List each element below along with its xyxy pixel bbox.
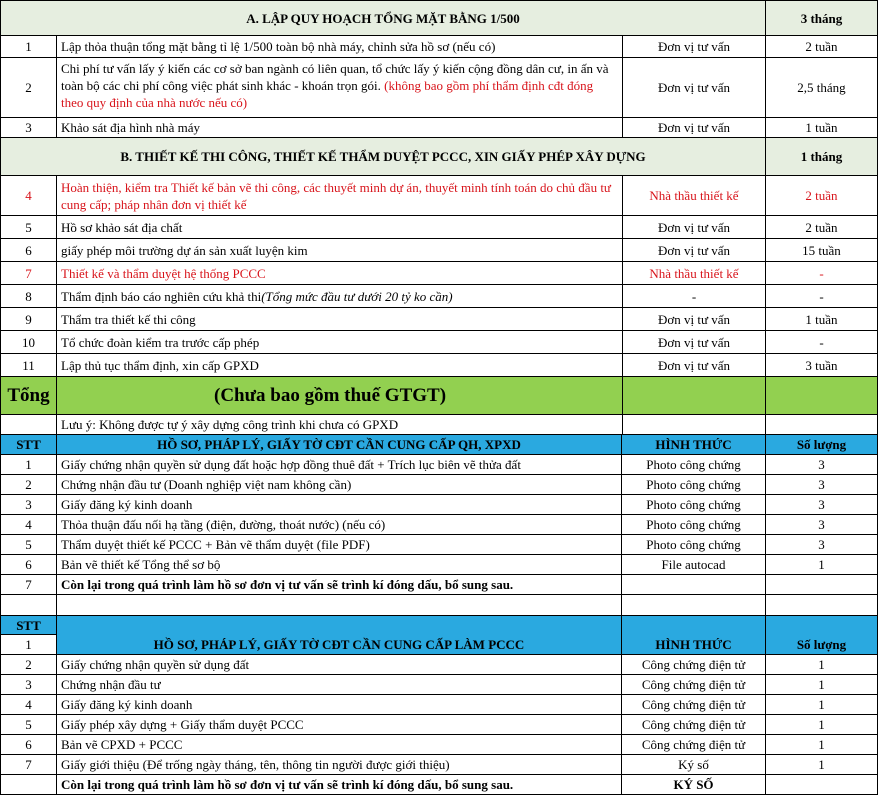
table1-stt-header[interactable]: STT <box>0 435 57 455</box>
time-cell[interactable]: 1 tuần <box>766 308 878 331</box>
table-row <box>0 475 878 495</box>
doc-cell[interactable]: Giấy đăng ký kinh doanh <box>57 495 622 515</box>
table2-stt-header[interactable]: STT <box>0 615 57 635</box>
stt-cell[interactable]: 6 <box>0 555 57 575</box>
stt-cell[interactable]: 7 <box>0 262 57 285</box>
blank-cell[interactable] <box>0 595 57 615</box>
stt-cell[interactable]: 1 <box>0 36 57 58</box>
table-row <box>0 755 878 775</box>
form-cell[interactable]: File autocad <box>622 555 766 575</box>
content-cell[interactable]: Thẩm tra thiết kế thi công <box>57 308 623 331</box>
qty-cell[interactable]: 1 <box>766 735 878 755</box>
doc-cell[interactable]: Giấy chứng nhận quyền sử dụng đất <box>57 655 622 675</box>
stt-cell[interactable]: 5 <box>0 715 57 735</box>
form-cell[interactable]: Công chứng điện tử <box>622 735 766 755</box>
doc-cell[interactable]: Giấy giới thiệu (Để trống ngày tháng, tên, thông tin người được giới thiệu) <box>57 755 622 775</box>
table-row <box>0 695 878 715</box>
stt-cell[interactable]: 4 <box>0 515 57 535</box>
stt-cell[interactable]: 2 <box>0 58 57 118</box>
doc-cell[interactable]: Thỏa thuận đấu nối hạ tầng (điện, đường, thoát nước) (nếu có) <box>57 515 622 535</box>
content-cell[interactable]: Hồ sơ khảo sát địa chất <box>57 216 623 239</box>
stt-cell[interactable] <box>0 775 57 795</box>
table-row <box>0 535 878 555</box>
doc-cell[interactable]: Chứng nhận đầu tư <box>57 675 622 695</box>
unit-cell[interactable]: Đơn vị tư vấn <box>623 354 766 377</box>
doc-cell[interactable]: Thẩm duyệt thiết kế PCCC + Bản vẽ thẩm duyệt (file PDF) <box>57 535 622 555</box>
unit-cell[interactable]: Đơn vị tư vấn <box>623 118 766 138</box>
doc-cell[interactable]: Giấy đăng ký kinh doanh <box>57 695 622 715</box>
table-row <box>0 262 878 285</box>
content-text: Thẩm định báo cáo nghiên cứu khả thi <box>61 288 262 304</box>
section-b-header-row <box>0 138 878 176</box>
time-cell[interactable]: 2 tuần <box>766 176 878 216</box>
time-cell[interactable]: 1 tuần <box>766 118 878 138</box>
table-row <box>0 308 878 331</box>
form-cell[interactable] <box>622 575 766 595</box>
unit-cell[interactable]: - <box>623 285 766 308</box>
form-cell[interactable]: Công chứng điện tử <box>622 675 766 695</box>
qty-cell[interactable]: 1 <box>766 755 878 775</box>
qty-cell[interactable]: 1 <box>766 655 878 675</box>
qty-cell[interactable]: 3 <box>766 475 878 495</box>
table-row <box>0 575 878 595</box>
table2-header-fill <box>57 615 622 635</box>
time-cell[interactable]: - <box>766 331 878 354</box>
content-cell[interactable]: Khảo sát địa hình nhà máy <box>57 118 623 138</box>
qty-cell[interactable]: 3 <box>766 535 878 555</box>
unit-cell[interactable]: Đơn vị tư vấn <box>623 36 766 58</box>
table2-header-fill <box>766 615 878 635</box>
table-row <box>0 735 878 755</box>
section-a-title[interactable]: A. LẬP QUY HOẠCH TỔNG MẶT BẰNG 1/500 <box>0 0 766 36</box>
stt-cell[interactable]: 6 <box>0 735 57 755</box>
unit-cell[interactable]: Đơn vị tư vấn <box>623 308 766 331</box>
doc-cell[interactable]: Chứng nhận đầu tư (Doanh nghiệp việt nam không cần) <box>57 475 622 495</box>
table-row <box>0 36 878 58</box>
content-cell[interactable]: Thiết kế và thẩm duyệt hệ thống PCCC <box>57 262 623 285</box>
stt-cell[interactable]: 4 <box>0 695 57 715</box>
qty-cell[interactable]: 3 <box>766 455 878 475</box>
content-cell[interactable]: Lập thỏa thuận tổng mặt bằng tỉ lệ 1/500 toàn bộ nhà máy, chỉnh sửa hồ sơ (nếu có) <box>57 36 623 58</box>
form-cell[interactable]: Photo công chứng <box>622 515 766 535</box>
table-row <box>0 655 878 675</box>
table-row <box>0 515 878 535</box>
time-cell[interactable]: 3 tuần <box>766 354 878 377</box>
content-red-note: (không bao gồm phí thẩm định cđt đóng theo quy định của nhà nước nếu có) <box>61 78 594 110</box>
stt-cell[interactable]: 1 <box>0 455 57 475</box>
time-cell[interactable]: - <box>766 262 878 285</box>
total-note[interactable]: (Chưa bao gồm thuế GTGT) <box>57 377 623 415</box>
time-cell[interactable]: - <box>766 285 878 308</box>
total-empty-cell[interactable] <box>623 377 766 415</box>
doc-cell[interactable]: Giấy chứng nhận quyền sử dụng đất hoặc hợp đồng thuê đất + Trích lục biên vẽ thửa đất <box>57 455 622 475</box>
stt-cell[interactable]: 6 <box>0 239 57 262</box>
table-row <box>0 58 878 118</box>
time-cell[interactable]: 2 tuần <box>766 216 878 239</box>
blank-cell[interactable] <box>622 595 766 615</box>
stt-cell[interactable]: 3 <box>0 495 57 515</box>
table-row <box>0 455 878 475</box>
form-cell[interactable]: Công chứng điện tử <box>622 655 766 675</box>
table2-stt-header-row <box>0 615 878 635</box>
table-row <box>0 216 878 239</box>
doc-cell[interactable]: Bản vẽ CPXD + PCCC <box>57 735 622 755</box>
form-cell[interactable]: Photo công chứng <box>622 475 766 495</box>
qty-cell[interactable]: 1 <box>766 675 878 695</box>
form-cell[interactable]: Photo công chứng <box>622 535 766 555</box>
qty-cell[interactable]: 1 <box>766 715 878 735</box>
remark-empty-cell[interactable] <box>0 415 57 435</box>
table1-qty-header[interactable]: Số lượng <box>766 435 878 455</box>
table2-qty-header[interactable]: Số lượng <box>766 635 878 655</box>
time-cell[interactable]: 2 tuần <box>766 36 878 58</box>
section-b-title[interactable]: B. THIẾT KẾ THI CÔNG, THIẾT KẾ THẨM DUYỆT PCCC, XIN GIẤY PHÉP XÂY DỰNG <box>0 138 766 176</box>
content-cell[interactable]: Hoàn thiện, kiểm tra Thiết kế bản vẽ thi công, các thuyết minh dự án, thuyết minh tính toán do chủ đầu tư cung cấp; pháp nhân đơn vị thiết kế <box>57 176 623 216</box>
table-row <box>0 495 878 515</box>
unit-cell[interactable]: Nhà thầu thiết kế <box>623 262 766 285</box>
table2-form-header[interactable]: HÌNH THỨC <box>622 635 766 655</box>
content-text: Chi phí tư vấn lấy ý kiến các cơ sở ban ngành có liên quan, tổ chức lấy ý kiến cộng đồng dân cư, in ấn và toàn bộ các chi phí công việc phát sinh khác - khoán trọn gói. <box>61 61 609 93</box>
total-row <box>0 377 878 415</box>
form-cell[interactable]: KÝ SỐ <box>622 775 766 795</box>
table1-doc-header[interactable]: HỒ SƠ, PHÁP LÝ, GIẤY TỜ CĐT CẦN CUNG CẤP QH, XPXD <box>57 435 622 455</box>
section-b-duration[interactable]: 1 tháng <box>766 138 878 176</box>
qty-cell[interactable]: 1 <box>766 555 878 575</box>
qty-cell[interactable] <box>766 775 878 795</box>
table-row <box>0 331 878 354</box>
stt-cell[interactable]: 3 <box>0 675 57 695</box>
doc-cell[interactable]: Còn lại trong quá trình làm hồ sơ đơn vị tư vấn sẽ trình kí đóng dấu, bổ sung sau. <box>57 775 622 795</box>
stt-cell[interactable]: 1 <box>0 635 57 655</box>
section-a-duration[interactable]: 3 tháng <box>766 0 878 36</box>
form-cell[interactable]: Photo công chứng <box>622 495 766 515</box>
unit-cell[interactable]: Đơn vị tư vấn <box>623 58 766 118</box>
remark-empty-cell[interactable] <box>623 415 766 435</box>
form-cell[interactable]: Photo công chứng <box>622 455 766 475</box>
total-empty-cell[interactable] <box>766 377 878 415</box>
stt-cell[interactable]: 7 <box>0 575 57 595</box>
remark-text[interactable]: Lưu ý: Không được tự ý xây dựng công trình khi chưa có GPXD <box>57 415 623 435</box>
content-cell[interactable]: Lập thủ tục thẩm định, xin cấp GPXD <box>57 354 623 377</box>
remark-empty-cell[interactable] <box>766 415 878 435</box>
stt-cell[interactable]: 9 <box>0 308 57 331</box>
stt-cell[interactable]: 2 <box>0 475 57 495</box>
total-label[interactable]: Tổng <box>0 377 57 415</box>
qty-cell[interactable] <box>766 575 878 595</box>
stt-cell[interactable]: 10 <box>0 331 57 354</box>
table-row <box>0 555 878 575</box>
content-cell[interactable] <box>57 58 623 118</box>
form-cell[interactable]: Công chứng điện tử <box>622 695 766 715</box>
content-cell[interactable] <box>57 285 623 308</box>
remark-row <box>0 415 878 435</box>
table-row <box>0 176 878 216</box>
table-row <box>0 285 878 308</box>
qty-cell[interactable]: 3 <box>766 495 878 515</box>
form-cell[interactable]: Công chứng điện tử <box>622 715 766 735</box>
stt-cell[interactable]: 8 <box>0 285 57 308</box>
blank-cell[interactable] <box>57 595 622 615</box>
form-cell[interactable]: Ký số <box>622 755 766 775</box>
doc-cell[interactable]: Giấy phép xây dựng + Giấy thẩm duyệt PCCC <box>57 715 622 735</box>
section-a-header-row <box>0 0 878 36</box>
doc-cell[interactable]: Bản vẽ thiết kế Tổng thể sơ bộ <box>57 555 622 575</box>
unit-cell[interactable]: Nhà thầu thiết kế <box>623 176 766 216</box>
unit-cell[interactable]: Đơn vị tư vấn <box>623 216 766 239</box>
time-cell[interactable]: 15 tuần <box>766 239 878 262</box>
table-row <box>0 715 878 735</box>
table1-form-header[interactable]: HÌNH THỨC <box>622 435 766 455</box>
table-row <box>0 354 878 377</box>
table2-header-fill <box>622 615 766 635</box>
table-row <box>0 239 878 262</box>
stt-cell[interactable]: 3 <box>0 118 57 138</box>
content-italic-note: (Tổng mức đầu tư dưới 20 tỷ ko cần) <box>261 288 453 304</box>
stt-cell[interactable]: 4 <box>0 176 57 216</box>
table-row <box>0 675 878 695</box>
time-cell[interactable]: 2,5 tháng <box>766 58 878 118</box>
qty-cell[interactable]: 3 <box>766 515 878 535</box>
stt-cell[interactable]: 2 <box>0 655 57 675</box>
content-cell[interactable]: Tổ chức đoàn kiểm tra trước cấp phép <box>57 331 623 354</box>
unit-cell[interactable]: Đơn vị tư vấn <box>623 239 766 262</box>
blank-cell[interactable] <box>766 595 878 615</box>
stt-cell[interactable]: 5 <box>0 535 57 555</box>
unit-cell[interactable]: Đơn vị tư vấn <box>623 331 766 354</box>
stt-cell[interactable]: 11 <box>0 354 57 377</box>
table2-header-row <box>0 635 878 655</box>
stt-cell[interactable]: 7 <box>0 755 57 775</box>
table-row <box>0 118 878 138</box>
stt-cell[interactable]: 5 <box>0 216 57 239</box>
blank-row <box>0 595 878 615</box>
table2-doc-header[interactable]: HỒ SƠ, PHÁP LÝ, GIẤY TỜ CĐT CẦN CUNG CẤP LÀM PCCC <box>57 635 622 655</box>
doc-cell[interactable]: Còn lại trong quá trình làm hồ sơ đơn vị tư vấn sẽ trình kí đóng dấu, bổ sung sau. <box>57 575 622 595</box>
content-cell[interactable]: giấy phép môi trường dự án sản xuất luyện kim <box>57 239 623 262</box>
qty-cell[interactable]: 1 <box>766 695 878 715</box>
table-row <box>0 775 878 795</box>
table1-header-row <box>0 435 878 455</box>
